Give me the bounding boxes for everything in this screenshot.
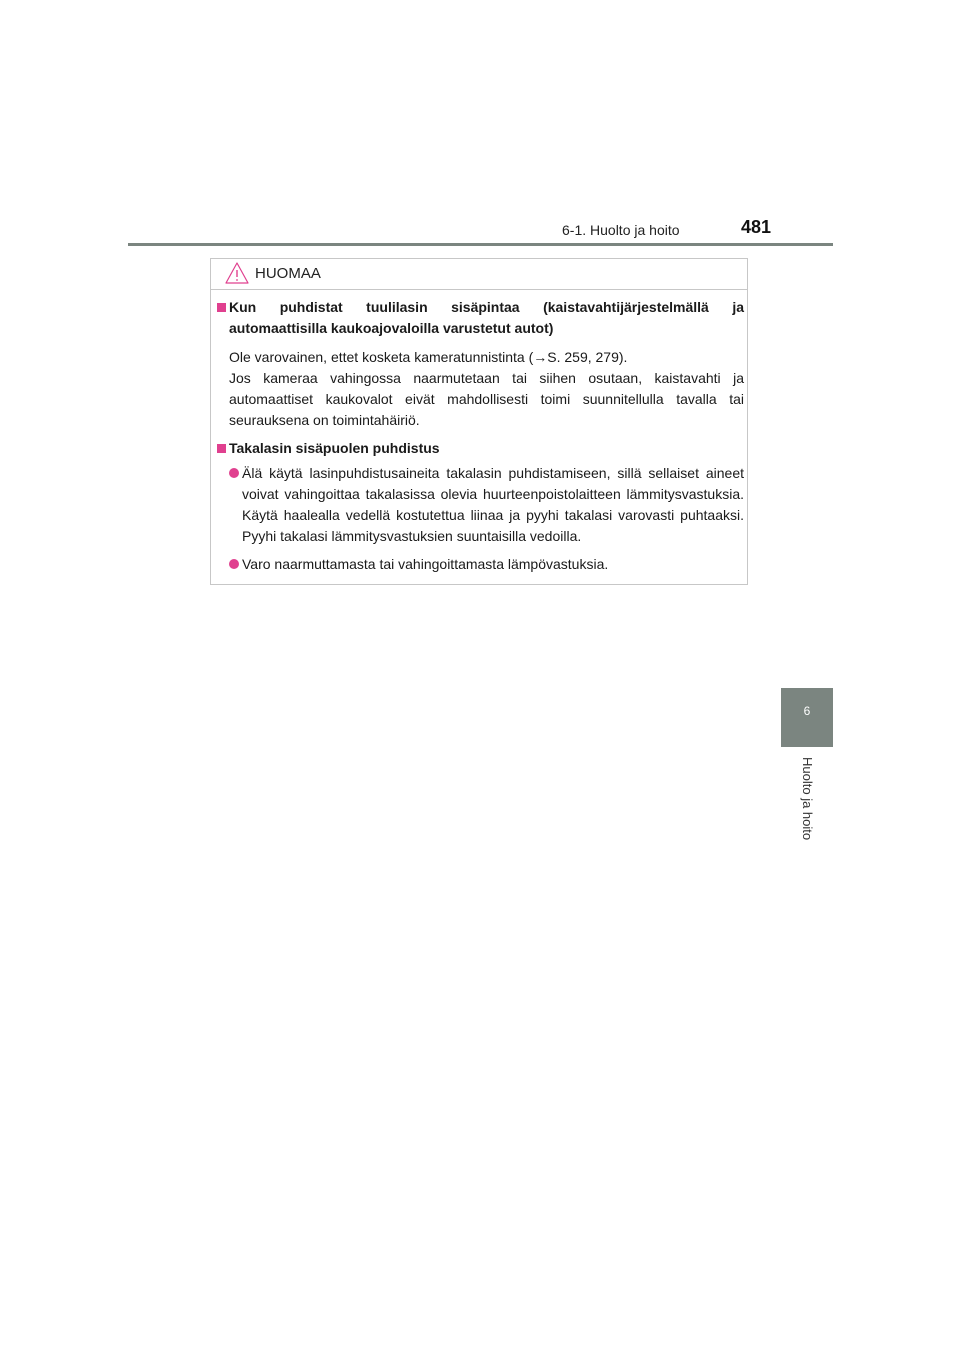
list-item <box>229 463 744 547</box>
section-heading: 6-1. Huolto ja hoito <box>562 222 680 238</box>
bullet-icon <box>229 468 239 478</box>
chapter-number: 6 <box>803 704 811 718</box>
notice-box <box>210 258 748 585</box>
list-item-text: Älä käytä lasinpuhdistusaineita takalasin puhdistamiseen, sillä sellaiset aineet voivat vahingoittaa takalasissa olevia huurteenpoistolaitteen lämmitysvastuksia. Käytä haalealla vedellä kostutettua liinaa ja pyyhi takalasi varovasti puhtaaksi. Pyyhi takalasi lämmitysvastuksien suuntaisilla vedoilla. <box>242 465 744 544</box>
page-number: 481 <box>741 217 772 237</box>
section-title: Kun puhdistat tuulilasin sisäpintaa (kaistavahtijärjestelmällä ja automaattisilla kaukoajovaloilla varustetut autot) <box>229 299 744 336</box>
notice-section <box>216 438 744 575</box>
notice-title: HUOMAA <box>255 265 321 282</box>
notice-header <box>211 259 747 290</box>
paragraph: Ole varovainen, ettet kosketa kameratunnistinta (→S. 259, 279). <box>229 349 628 365</box>
notice-body <box>216 297 744 575</box>
bullet-icon <box>229 559 239 569</box>
header-divider <box>128 243 833 246</box>
paragraph: Jos kameraa vahingossa naarmutetaan tai siihen osutaan, kaistavahti ja automaattiset kaukovalot eivät mahdollisesti toimi suunnitellulla tavalla tai seurauksena on toimintahäiriö. <box>229 370 744 428</box>
section-title: Takalasin sisäpuolen puhdistus <box>229 440 440 456</box>
list-item-text: Varo naarmuttamasta tai vahingoittamasta lämpövastuksia. <box>242 556 609 572</box>
section-marker-icon <box>217 303 226 312</box>
chapter-tab <box>781 688 833 747</box>
chapter-label: Huolto ja hoito <box>800 757 815 841</box>
section-marker-icon <box>217 444 226 453</box>
warning-triangle-icon <box>224 261 250 285</box>
notice-section <box>216 297 744 431</box>
list-item <box>229 554 744 575</box>
